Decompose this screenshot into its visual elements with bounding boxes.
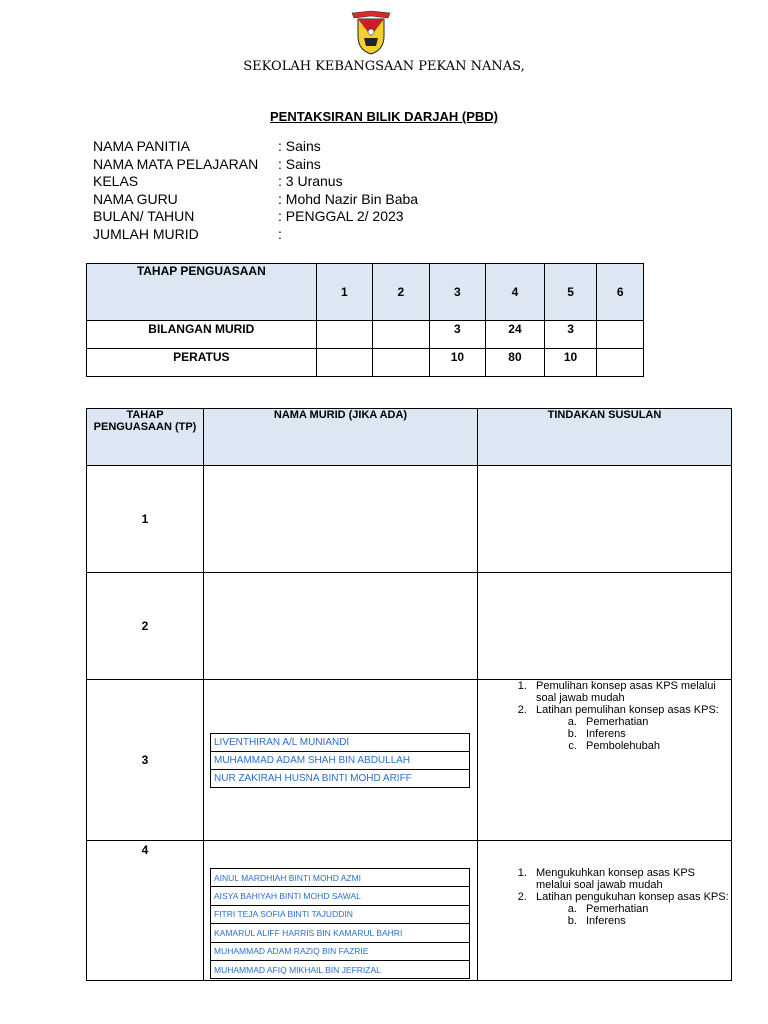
tp-level: 3 <box>87 680 204 841</box>
action-item <box>530 891 731 927</box>
summary-cell: 80 <box>486 349 545 377</box>
detail-row <box>87 573 732 680</box>
student-name: MUHAMMAD AFIQ MIKHAIL BIN JEFRIZAL <box>211 960 470 978</box>
sub-action-item: a. Pemerhatian <box>580 716 731 728</box>
student-names-cell <box>204 573 478 680</box>
summary-cell <box>597 349 644 377</box>
student-names-cell <box>204 680 478 841</box>
info-value: : Sains <box>278 138 321 154</box>
action-item <box>530 704 731 752</box>
sub-action-item: b. Inferens <box>580 915 731 927</box>
level-header: 3 <box>429 264 486 321</box>
summary-cell <box>316 349 373 377</box>
sub-action-item: c. Pembolehubah <box>580 740 731 752</box>
col-header-action: TINDAKAN SUSULAN <box>478 409 732 466</box>
detail-row <box>87 466 732 573</box>
action-cell <box>478 466 732 573</box>
info-label: NAMA GURU <box>93 190 178 207</box>
student-name: KAMARUL ALIFF HARRIS BIN KAMARUL BAHRI <box>211 924 470 942</box>
action-cell <box>478 573 732 680</box>
level-header: 5 <box>544 264 597 321</box>
info-label: NAMA PANITIA <box>93 138 190 154</box>
student-list <box>210 733 470 788</box>
tp-level: 1 <box>87 466 204 573</box>
level-header: 6 <box>597 264 644 321</box>
info-row <box>93 156 418 174</box>
summary-cell: 10 <box>429 349 486 377</box>
action-cell <box>478 841 732 981</box>
info-value: : <box>278 225 282 242</box>
summary-cell: 3 <box>544 321 597 349</box>
info-label: NAMA MATA PELAJARAN <box>93 155 259 172</box>
info-label: BULAN/ TAHUN <box>93 208 195 225</box>
action-item-text: Latihan pengukuhan konsep asas KPS: <box>536 891 729 903</box>
summary-cell <box>373 321 430 349</box>
summary-cell <box>597 321 644 349</box>
detail-row <box>87 841 732 981</box>
student-name: NUR ZAKIRAH HUSNA BINTI MOHD ARIFF <box>211 770 470 788</box>
student-name: LIVENTHIRAN A/L MUNIANDI <box>211 734 470 752</box>
summary-row-label: BILANGAN MURID <box>87 321 317 349</box>
student-name: MUHAMMAD ADAM RAZIQ BIN FAZRIE <box>211 942 470 960</box>
summary-table <box>86 263 644 377</box>
info-value: : PENGGAL 2/ 2023 <box>278 208 404 225</box>
action-item: 1. Pemulihan konsep asas KPS melalui soal jawab mudah <box>530 680 731 704</box>
summary-row <box>87 321 644 349</box>
info-row <box>93 173 418 191</box>
student-name: MUHAMMAD ADAM SHAH BIN ABDULLAH <box>211 752 470 770</box>
sub-action-list <box>536 716 731 752</box>
detail-table <box>86 408 732 981</box>
summary-header-label: TAHAP PENGUASAAN <box>87 264 317 321</box>
col-header-tp: TAHAP PENGUASAAN (TP) <box>87 409 204 466</box>
summary-header-row <box>87 264 644 321</box>
school-name: SEKOLAH KEBANGSAAN PEKAN NANAS, <box>243 59 525 74</box>
student-names-cell <box>204 841 478 981</box>
detail-row <box>87 680 732 841</box>
student-names-cell <box>204 466 478 573</box>
summary-row <box>87 349 644 377</box>
info-value: : Mohd Nazir Bin Baba <box>278 190 419 207</box>
level-header: 2 <box>373 264 430 321</box>
student-name: AINUL MARDHIAH BINTI MOHD AZMI <box>211 869 470 887</box>
level-header: 1 <box>316 264 373 321</box>
action-item: 1. Mengukuhkan konsep asas KPS melalui soal jawab mudah <box>530 867 731 891</box>
school-crest-logo <box>350 10 392 56</box>
detail-header-row <box>87 409 732 466</box>
info-value: : 3 Uranus <box>278 173 343 190</box>
student-name: AISYA BAHIYAH BINTI MOHD SAWAL <box>211 887 470 905</box>
summary-cell <box>373 349 430 377</box>
tp-level: 2 <box>87 573 204 680</box>
info-row <box>93 191 418 209</box>
student-name: FITRI TEJA SOFIA BINTI TAJUDDIN <box>211 905 470 923</box>
sub-action-list <box>536 903 731 927</box>
summary-cell: 24 <box>486 321 545 349</box>
info-block <box>93 138 418 244</box>
col-header-names: NAMA MURID (JIKA ADA) <box>204 409 478 466</box>
level-header: 4 <box>486 264 545 321</box>
summary-cell <box>316 321 373 349</box>
action-cell <box>478 680 732 841</box>
sub-action-item: a. Pemerhatian <box>580 903 731 915</box>
info-label: JUMLAH MURID <box>93 225 199 242</box>
student-list <box>210 868 470 979</box>
action-list <box>478 680 731 752</box>
action-list <box>478 867 731 927</box>
info-row <box>93 138 418 156</box>
action-item-text: Latihan pemulihan konsep asas KPS: <box>536 704 719 716</box>
summary-cell: 3 <box>429 321 486 349</box>
info-row <box>93 208 418 226</box>
summary-row-label: PERATUS <box>87 349 317 377</box>
info-row <box>93 226 418 244</box>
tp-level: 4 <box>87 841 204 981</box>
info-value: : Sains <box>278 155 321 172</box>
sub-action-item: b. Inferens <box>580 728 731 740</box>
info-label: KELAS <box>93 173 139 190</box>
document-title: PENTAKSIRAN BILIK DARJAH (PBD) <box>270 109 498 124</box>
summary-cell: 10 <box>544 349 597 377</box>
